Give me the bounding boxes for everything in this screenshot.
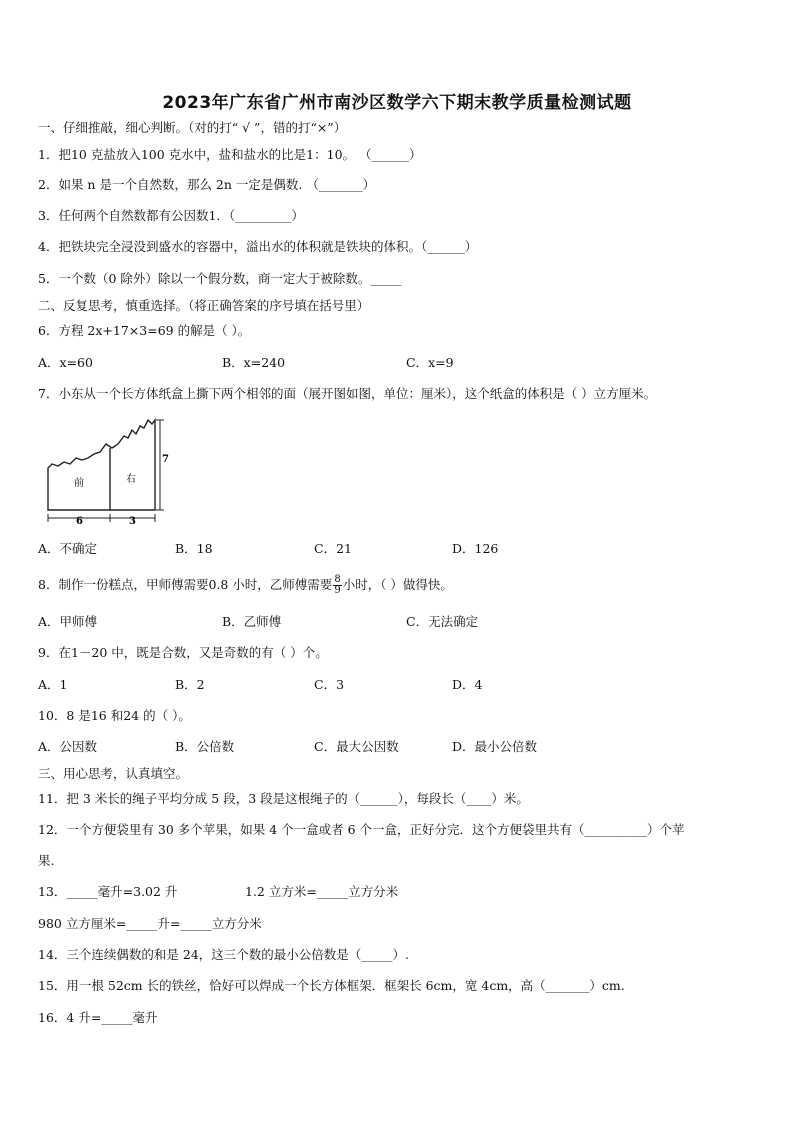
question-5: 5．一个数（0 除外）除以一个假分数，商一定大于被除数。_____: [38, 271, 402, 286]
width-6-label: 6: [76, 516, 83, 524]
q6-option-b: B．x=240: [222, 355, 286, 370]
question-16: 16．4 升=_____毫升: [38, 1010, 158, 1025]
question-6: 6．方程 2x+17×3=69 的解是（ ）。: [38, 323, 251, 338]
q9-option-d: D．4: [452, 677, 483, 692]
question-3: 3．任何两个自然数都有公因数1．（_________）: [38, 208, 304, 223]
q8-fraction-denominator: 9: [334, 585, 341, 596]
q8-option-a: A．甲师傅: [38, 614, 98, 629]
question-12: 12．一个方便袋里有 30 多个苹果，如果 4 个一盒或者 6 个一盒，正好分完．这个方便袋里共有（__________）个苹: [38, 822, 685, 837]
q8-text-before: 8．制作一份糕点，甲师傅需要0.8 小时，乙师傅需要: [38, 577, 333, 592]
q8-fraction-numerator: 8: [334, 574, 341, 585]
question-1: 1．把10 克盐放入100 克水中，盐和盐水的比是1：10。 （______）: [38, 147, 422, 162]
question-13-part-a: 13．_____毫升=3.02 升: [38, 884, 178, 899]
q8-fraction: [333, 575, 341, 596]
front-face-label: 前: [74, 478, 84, 489]
section-2-heading: 二、反复思考，慎重选择。（将正确答案的序号填在括号里）: [38, 298, 370, 313]
q8-option-b: B．乙师傅: [222, 614, 282, 629]
q10-option-b: B．公倍数: [175, 739, 235, 754]
question-4: 4．把铁块完全浸没到盛水的容器中，溢出水的体积就是铁块的体积。（______）: [38, 239, 478, 254]
question-13-part-b: 1.2 立方米=_____立方分米: [245, 884, 399, 899]
question-2: 2．如果 n 是一个自然数，那么 2n 一定是偶数. （_______）: [38, 177, 376, 192]
q10-option-d: D．最小公倍数: [452, 739, 538, 754]
q7-option-d: D．126: [452, 541, 499, 556]
question-14: 14．三个连续偶数的和是 24，这三个数的最小公倍数是（_____）.: [38, 947, 410, 962]
right-face-label: 右: [126, 474, 136, 485]
q7-option-a: A．不确定: [38, 541, 98, 556]
q7-option-b: B．18: [175, 541, 213, 556]
question-13-part-c: 980 立方厘米=_____升=_____立方分米: [38, 916, 262, 931]
section-3-heading: 三、用心思考，认真填空。: [38, 766, 189, 781]
q9-option-b: B．2: [175, 677, 205, 692]
question-9: 9．在1－20 中，既是合数，又是奇数的有（ ）个。: [38, 645, 328, 660]
q9-option-a: A．1: [38, 677, 68, 692]
width-3-label: 3: [129, 516, 136, 524]
q10-option-c: C．最大公因数: [314, 739, 399, 754]
q6-option-a: A．x=60: [38, 355, 93, 370]
height-7-label: 7: [162, 454, 169, 465]
question-11: 11．把 3 米长的绳子平均分成 5 段，3 段是这根绳子的（______），每段长（____）米。: [38, 791, 529, 806]
question-10: 10．8 是16 和24 的（ ）。: [38, 708, 191, 723]
q8-text-after: 小时，（ ）做得快。: [342, 577, 453, 592]
question-12-continued: 果.: [38, 853, 55, 868]
q7-option-c: C．21: [314, 541, 352, 556]
q6-option-c: C．x=9: [406, 355, 454, 370]
net-outline: [48, 420, 155, 510]
section-1-heading: 一、仔细推敲，细心判断。（对的打“ √ ”，错的打“×”）: [38, 120, 347, 135]
q9-option-c: C．3: [314, 677, 345, 692]
question-8: [38, 575, 453, 596]
question-15: 15．用一根 52cm 长的铁丝，恰好可以焊成一个长方体框架．框架长 6cm，宽 4cm，高（_______）cm.: [38, 978, 625, 993]
q8-option-c: C．无法确定: [406, 614, 479, 629]
question-7: 7．小东从一个长方体纸盒上撕下两个相邻的面（展开图如图，单位：厘米），这个纸盒的体积是（ ）立方厘米。: [38, 386, 657, 401]
q10-option-a: A．公因数: [38, 739, 98, 754]
q7-net-figure: [40, 412, 170, 524]
page-title: 2023年广东省广州市南沙区数学六下期末教学质量检测试题: [162, 93, 632, 113]
